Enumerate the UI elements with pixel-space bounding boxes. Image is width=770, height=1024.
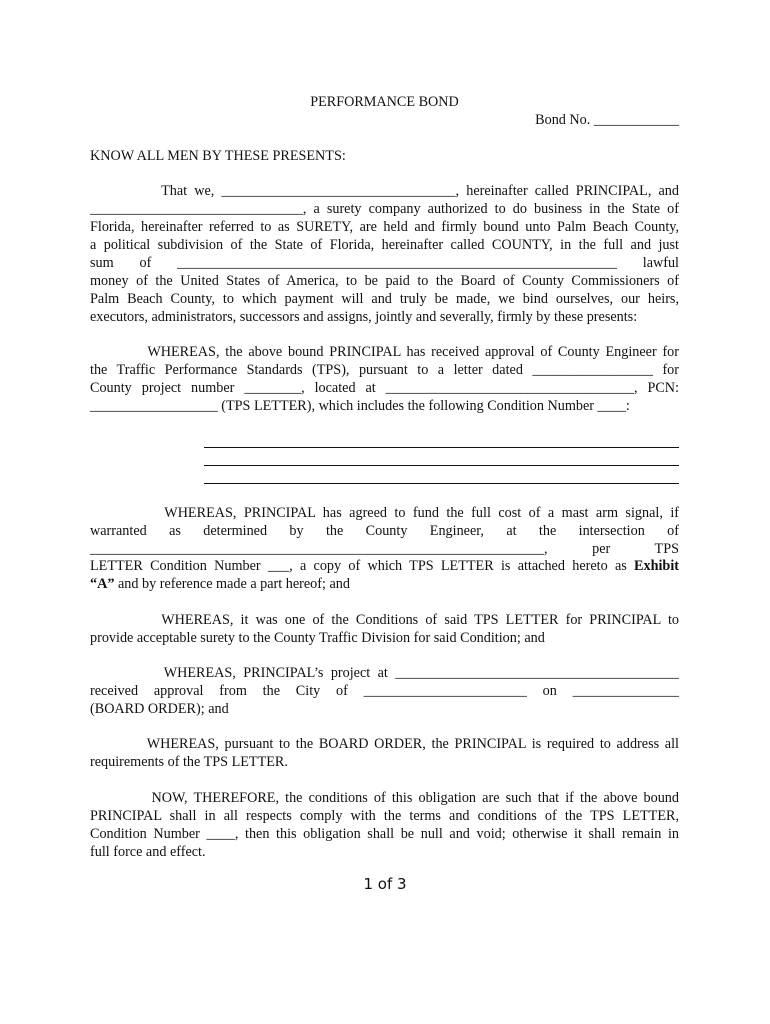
p7-line: full force and effect.: [90, 844, 206, 860]
p3-line4-text: LETTER Condition Number ___, a copy of which TPS LETTER is attached hereto as: [90, 558, 635, 574]
p3-line: [90, 576, 679, 593]
p5-line: WHEREAS, PRINCIPAL’s project at ________________________________________: [90, 665, 679, 681]
condition-blank-line: [204, 465, 679, 466]
p5-line: (BOARD ORDER); and: [90, 701, 229, 717]
p7-line: PRINCIPAL shall in all respects comply with the terms and conditions of the TPS LETTER,: [90, 808, 679, 824]
p7-line: NOW, THEREFORE, the conditions of this obligation are such that if the above bound: [90, 790, 679, 806]
p2-line: __________________ (TPS LETTER), which includes the following Condition Number ____:: [90, 398, 630, 414]
p1-line: executors, administrators, successors and assigns, jointly and severally, firmly by these presents:: [90, 309, 638, 325]
exhibit-label: Exhibit: [634, 558, 679, 574]
p5-line: received approval from the City of _______________________ on _______________: [90, 683, 679, 699]
condition-blank-line: [204, 447, 679, 448]
p3-line: ________________________________________________________________, per TPS: [90, 541, 679, 557]
p2-line: County project number ________, located at ___________________________________, PCN:: [90, 380, 679, 396]
p3-line5-text: and by reference made a part hereof; and: [114, 576, 350, 592]
p4-line: provide acceptable surety to the County Traffic Division for said Condition; and: [90, 630, 545, 646]
exhibit-letter: “A”: [90, 576, 115, 592]
p3-line: warranted as determined by the County Engineer, at the intersection of: [90, 523, 679, 539]
p7-line: Condition Number ____, then this obligation shall be null and void; otherwise it shall remain in: [90, 826, 679, 842]
p1-line: a political subdivision of the State of Florida, hereinafter called COUNTY, in the full and just: [90, 237, 679, 253]
know-all-heading: KNOW ALL MEN BY THESE PRESENTS:: [90, 148, 346, 164]
p6-line: WHEREAS, pursuant to the BOARD ORDER, the PRINCIPAL is required to address all: [90, 736, 679, 752]
bond-number: Bond No. ____________: [535, 112, 679, 128]
p4-line: WHEREAS, it was one of the Conditions of said TPS LETTER for PRINCIPAL to: [90, 612, 679, 628]
condition-blank-line: [204, 483, 679, 484]
document-title: PERFORMANCE BOND: [310, 94, 459, 110]
p2-line: WHEREAS, the above bound PRINCIPAL has received approval of County Engineer for: [90, 344, 679, 360]
p1-line: money of the United States of America, to be paid to the Board of County Commissioners of: [90, 273, 679, 289]
p1-line: sum of ______________________________________________________________ lawful: [90, 255, 679, 271]
p1-line: Palm Beach County, to which payment will and truly be made, we bind ourselves, our heirs,: [90, 291, 679, 307]
p1-line: ______________________________, a surety company authorized to do business in the State of: [90, 201, 679, 217]
p3-line: WHEREAS, PRINCIPAL has agreed to fund the full cost of a mast arm signal, if: [90, 505, 679, 521]
p1-line: That we, _________________________________, hereinafter called PRINCIPAL, and: [90, 183, 679, 199]
p1-line: Florida, hereinafter referred to as SURETY, are held and firmly bound unto Palm Beach County,: [90, 219, 679, 235]
page-number: 1 of 3: [363, 875, 407, 893]
p6-line: requirements of the TPS LETTER.: [90, 754, 288, 770]
p2-line: the Traffic Performance Standards (TPS), pursuant to a letter dated _________________ for: [90, 362, 679, 378]
p3-line: [90, 558, 679, 575]
